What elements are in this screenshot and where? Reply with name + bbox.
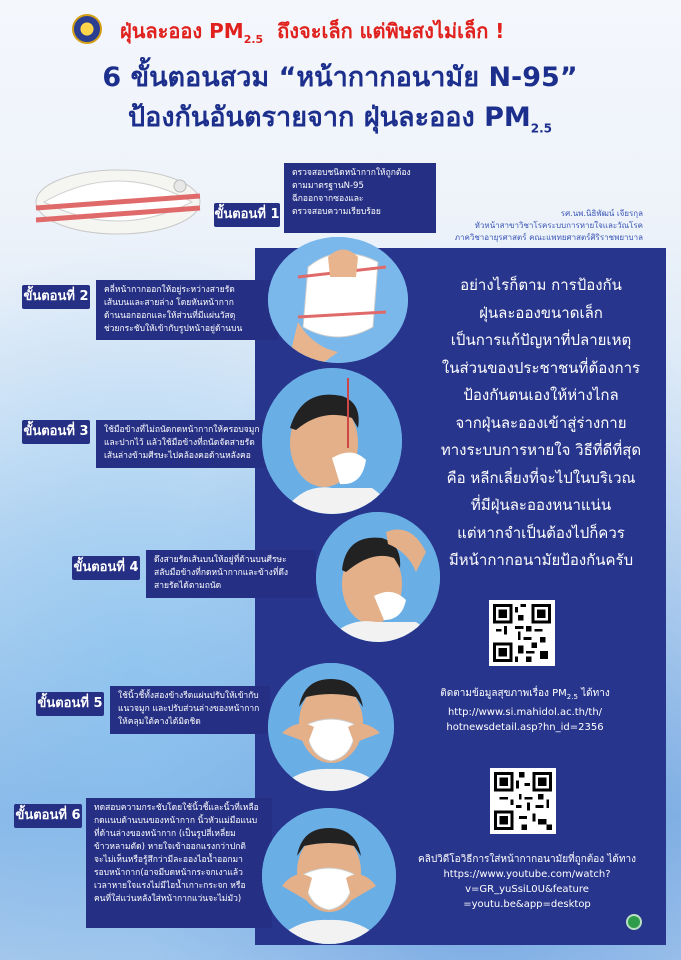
- step-6-line-1: ทดสอบความกระชับโดยใช้นิ้วชี้และนิ้วที่เหลือ: [94, 803, 259, 813]
- subtitle-suffix: ถึงจะเล็ก แต่พิษสงไม่เล็ก !: [277, 19, 505, 43]
- website-caption-suffix: ได้ทาง: [577, 688, 610, 699]
- step-2-line-2: เส้นบนและสายล่าง โดยหันหน้ากาก: [104, 298, 234, 308]
- website-caption-prefix: ติดตามข้อมูลสุขภาพเรื่อง PM: [440, 688, 567, 699]
- step-4-label: ขั้นตอนที่ 4: [72, 556, 140, 580]
- video-link: [395, 852, 659, 912]
- step-1-line-3: ฉีกออกจากซองและ: [292, 194, 364, 204]
- title-subscript: 2.5: [530, 121, 553, 136]
- author-name: รศ.นพ.นิธิพัฒน์ เจียรกุล: [560, 209, 643, 218]
- qr-code-website[interactable]: [489, 600, 555, 666]
- step-6-line-7: เวลาหายใจแรงไม่มีไอน้ำเกาะกระจก หรือ: [94, 881, 246, 891]
- subtitle: [120, 14, 600, 48]
- quote-line-4: ในส่วนของประชาชนที่ต้องการ: [441, 358, 641, 377]
- step-6-line-8: คนที่ใส่แว่นหลังใส่หน้ากากแว่นจะไม่มัว): [94, 894, 242, 904]
- step-3-label: ขั้นตอนที่ 3: [22, 420, 90, 444]
- step-4-line-3: สายรัดได้ตามถนัด: [154, 581, 222, 591]
- step-6-description: [86, 798, 272, 928]
- step-3-line-2: และปากไว้ แล้วใช้มือข้างที่ถนัดจัดสายรัด: [104, 438, 255, 448]
- mahidol-logo: [72, 14, 102, 44]
- quote-line-11: มีหน้ากากอนามัยป้องกันครับ: [448, 551, 634, 569]
- video-url-line-2[interactable]: =youtu.be&app=desktop: [463, 899, 591, 910]
- quote-text: [430, 272, 652, 575]
- step-4-line-1: ดึงสายรัดเส้นบนให้อยู่ที่ด้านบนศีรษะ: [154, 555, 287, 565]
- step-6-line-5: จะไม่เห็นหรือรู้สึกว่ามีละอองไอน้ำออกมา: [94, 855, 243, 865]
- step-2-photo: [268, 237, 408, 363]
- quote-line-3: เป็นการแก้ปัญหาที่ปลายเหตุ: [450, 331, 632, 349]
- quote-line-2: ฝุ่นละอองขนาดเล็ก: [479, 303, 603, 322]
- step-6-line-6: รอบหน้ากาก(อาจมีบดหน้ากระจกเงาแล้ว: [94, 868, 243, 878]
- step-5-line-3: ให้คลุมใต้คางได้มิดชิด: [118, 717, 201, 727]
- quote-line-10: แต่หากจำเป็นต้องไปก็ควร: [457, 523, 625, 542]
- quote-line-1: อย่างไรก็ตาม การป้องกัน: [460, 276, 622, 294]
- title-line-2: [40, 98, 640, 148]
- step-3-line-1: ใช้มือข้างที่ไม่ถนัดกดหน้ากากให้ครอบจมูก: [104, 425, 260, 435]
- step-1-description: [284, 163, 436, 233]
- step-5-line-1: ใช้นิ้วชี้ทั้งสองข้างรีดแผ่นปรับให้เข้ากับ: [118, 691, 259, 701]
- quote-line-7: ทางระบบการหายใจ วิธีที่ดีที่สุด: [440, 441, 642, 459]
- subtitle-prefix: ฝุ่นละออง PM: [120, 19, 244, 43]
- step-4-description: [146, 550, 316, 598]
- step-4-photo: [316, 512, 440, 642]
- author-department: ภาควิชาอายุรศาสตร์ คณะแพทยศาสตร์ศิริราชพยาบาล: [454, 233, 643, 242]
- website-caption: [400, 686, 650, 705]
- website-link: [400, 686, 650, 735]
- step-6-label: ขั้นตอนที่ 6: [14, 804, 82, 828]
- author-position: หัวหน้าสาขาวิชาโรคระบบการหายใจและวัณโรค: [474, 221, 643, 230]
- page-title: [40, 58, 640, 148]
- brand-badge-icon: [626, 914, 642, 930]
- step-3-description: [96, 420, 282, 468]
- quote-line-8: คือ หลีกเลี่ยงที่จะไปในบริเวณ: [446, 468, 636, 487]
- quote-line-6: จากฝุ่นละอองเข้าสู่ร่างกาย: [455, 413, 627, 432]
- step-1-label: ขั้นตอนที่ 1: [214, 203, 280, 227]
- step-2-line-1: คลี่หน้ากากออกให้อยู่ระหว่างสายรัด: [104, 285, 235, 295]
- step-2-line-4: ช่วยกระชับให้เข้ากับรูปหน้าอยู่ด้านบน: [104, 324, 243, 334]
- website-caption-subscript: 2.5: [566, 693, 578, 701]
- title-line-2-text: ป้องกันอันตรายจาก ฝุ่นละออง PM: [127, 102, 531, 133]
- step-5-label: ขั้นตอนที่ 5: [36, 692, 104, 716]
- step-4-line-2: สลับมือข้างที่กดหน้ากากและข้างที่ดึง: [154, 568, 289, 578]
- author-credit: [403, 208, 643, 244]
- quote-line-5: ป้องกันตนเองให้ห่างไกล: [463, 386, 619, 404]
- step-6-line-2: กดแนบด้านบนของหน้ากาก นิ้วหัวแม่มือแนบ: [94, 816, 258, 826]
- step-2-label: ขั้นตอนที่ 2: [22, 285, 90, 309]
- step-5-photo: [268, 663, 394, 791]
- step-1-line-1: ตรวจสอบชนิดหน้ากากให้ถูกต้อง: [292, 168, 411, 178]
- step-3-line-3: เส้นล่างข้ามศีรษะไปคล้องคอด้านหลังคอ: [104, 451, 251, 461]
- n95-mask-image: [30, 150, 206, 244]
- quote-line-9: ที่มีฝุ่นละอองหนาแน่น: [470, 496, 612, 514]
- step-5-description: [110, 686, 270, 734]
- step-6-line-3: ที่ด้านล่างของหน้ากาก (เป็นรูปสี่เหลี่ยม: [94, 829, 236, 839]
- step-6-line-4: ข้าวหลามตัด) หายใจเข้าออกแรงกว่าปกติ: [94, 842, 246, 852]
- video-url-line-1[interactable]: https://www.youtube.com/watch?v=GR_yuSsiL0U&feature: [443, 869, 611, 895]
- title-line-1: 6 ขั้นตอนสวม “หน้ากากอนามัย N-95”: [102, 62, 578, 93]
- step-1-line-4: ตรวจสอบความเรียบร้อย: [292, 207, 381, 217]
- website-url-line-1[interactable]: http://www.si.mahidol.ac.th/th/: [447, 707, 603, 718]
- step-2-description: [96, 280, 278, 340]
- subtitle-subscript: 2.5: [243, 33, 264, 46]
- step-1-line-2: ตามมาตรฐานN-95: [292, 181, 364, 191]
- step-2-line-3: ด้านนอกออกและให้ส่วนที่มีแผ่นวัสดุ: [104, 311, 236, 321]
- step-3-photo: [262, 368, 402, 514]
- video-caption: คลิปวิดีโอวิธีการใส่หน้ากากอนามัยที่ถูกต้อง ได้ทาง: [418, 854, 636, 865]
- step-6-photo: [262, 808, 396, 944]
- qr-code-video[interactable]: [490, 768, 556, 834]
- website-url-line-2[interactable]: hotnewsdetail.asp?hn_id=2356: [446, 722, 604, 733]
- step-5-line-2: แนวจมูก และปรับส่วนล่างของหน้ากาก: [118, 704, 260, 714]
